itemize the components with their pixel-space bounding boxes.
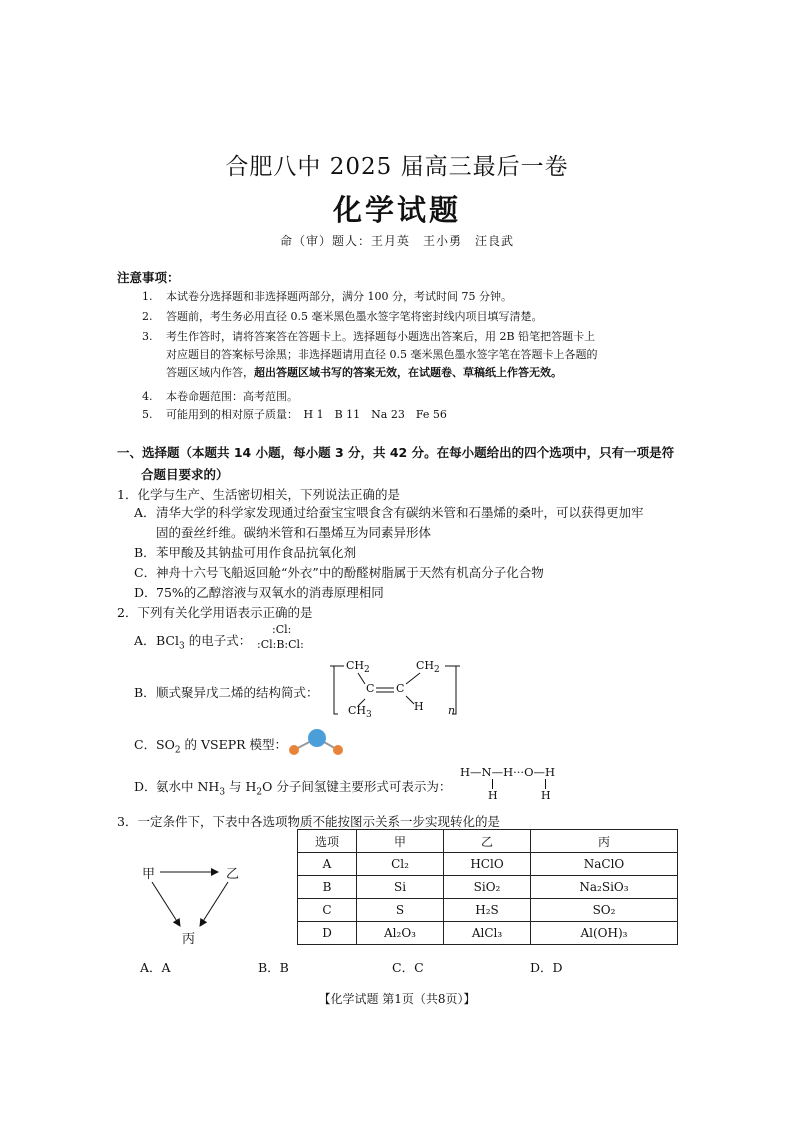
q2-a-bcl: BCl bbox=[156, 633, 179, 648]
notice-text: 本卷命题范围：高考范围。 bbox=[166, 390, 298, 403]
q2-d-b: 与 H bbox=[225, 779, 257, 794]
q2-option-c: C．$SO_2$ 的 VSEPR 模型： bbox=[134, 737, 288, 756]
table-header: 丙 bbox=[531, 830, 678, 853]
c-right: C bbox=[396, 682, 405, 695]
table-row bbox=[298, 876, 678, 899]
q2-d-sub1: 3 bbox=[219, 787, 226, 798]
table-cell: AlCl₃ bbox=[444, 922, 531, 945]
section-line: 合题目要求的） bbox=[141, 467, 229, 482]
node-jia: 甲 bbox=[142, 867, 156, 882]
notice-title: 注意事项： bbox=[117, 270, 180, 285]
node-yi: 乙 bbox=[226, 867, 240, 882]
q1-stem: 1．化学与生产、生活密切相关，下列说法正确的是 bbox=[117, 487, 400, 502]
table-cell: Al(OH)₃ bbox=[531, 922, 678, 945]
node-bing: 丙 bbox=[182, 932, 196, 947]
h-atom-n: H bbox=[488, 789, 498, 802]
q3-choice-a: A．A bbox=[140, 960, 171, 975]
ch2-right bbox=[416, 659, 440, 675]
q2-option-b: B．顺式聚异戊二烯的结构简式： bbox=[134, 685, 319, 700]
table-row bbox=[298, 899, 678, 922]
bcl3-top-cl: :Cl: bbox=[272, 623, 292, 636]
q3-stem: 3．一定条件下，下表中各选项物质不能按图示关系一步实现转化的是 bbox=[117, 814, 500, 829]
section-line: 一、选择题（本题共 14 小题，每小题 3 分，共 42 分。在每小题给出的四个选项中，只有一项是符 bbox=[117, 445, 675, 460]
notice-text: 答题区域内作答， bbox=[166, 366, 254, 379]
ch2-right-text: CH bbox=[416, 659, 435, 672]
notice-text: 考生作答时，请将答案答在答题卡上。选择题每小题选出答案后，用 2B 铅笔把答题卡上 bbox=[166, 330, 596, 343]
table-cell: Na₂SiO₃ bbox=[531, 876, 678, 899]
sulfur-atom bbox=[308, 729, 326, 747]
subject-title: 化学试题 bbox=[332, 193, 461, 227]
page-footer: 【化学试题 第1页（共8页）】 bbox=[318, 992, 476, 1006]
ch3-text: CH bbox=[348, 704, 367, 717]
table-cell: A bbox=[298, 853, 357, 876]
q2-d-sub2: 2 bbox=[256, 787, 263, 798]
notice-text: 答题前，考生务必用直径 0.5 毫米黑色墨水签字笔将密封线内项目填写清楚。 bbox=[166, 310, 543, 323]
q1-option-c: C．神舟十六号飞船返回舱“外衣”中的酚醛树脂属于天然有机高分子化合物 bbox=[134, 565, 544, 580]
table-header: 甲 bbox=[357, 830, 444, 853]
q3-choice-c: C．C bbox=[392, 960, 424, 975]
table-cell: Al₂O₃ bbox=[357, 922, 444, 945]
table-header-row bbox=[298, 830, 678, 853]
q2-d-a: 氨水中 NH bbox=[156, 779, 220, 794]
q2-option-a: A．BCl$_3$ 的电子式： bbox=[134, 633, 252, 652]
q2-c-so: SO bbox=[156, 737, 175, 752]
authors-line: 命（审）题人：王月英 王小勇 汪良武 bbox=[279, 234, 514, 248]
notice-num: 1. bbox=[142, 290, 153, 303]
oxygen-atom bbox=[333, 745, 343, 755]
notice-num: 5. bbox=[142, 408, 153, 421]
notice-item bbox=[142, 327, 682, 387]
ch2-left bbox=[346, 659, 370, 675]
notice-text: 可能用到的相对原子质量： H 1 B 11 Na 23 Fe 56 bbox=[166, 408, 447, 421]
q3-choice-b: B．B bbox=[258, 960, 289, 975]
hydrogen-bond-formula: H—N—H···O—H bbox=[460, 765, 556, 779]
q3-options-table bbox=[297, 829, 678, 945]
table-cell: SiO₂ bbox=[444, 876, 531, 899]
ch2-left-text: CH bbox=[346, 659, 365, 672]
notice-num: 4. bbox=[142, 390, 153, 403]
table-header: 选项 bbox=[298, 830, 357, 853]
section-heading bbox=[117, 442, 692, 486]
ch3-group bbox=[348, 704, 372, 720]
table-header: 乙 bbox=[444, 830, 531, 853]
table-cell: S bbox=[357, 899, 444, 922]
table-cell: HClO bbox=[444, 853, 531, 876]
table-cell: Cl₂ bbox=[357, 853, 444, 876]
table-cell: B bbox=[298, 876, 357, 899]
table-cell: C bbox=[298, 899, 357, 922]
q1-option-b: B．苯甲酸及其钠盐可用作食品抗氧化剂 bbox=[134, 545, 357, 560]
exam-title: 合肥八中 2025 届高三最后一卷 bbox=[225, 154, 569, 180]
bond-line bbox=[492, 779, 493, 789]
q1-a-line1: 清华大学的科学家发现通过给蚕宝宝喂食含有碳纳米管和石墨烯的桑叶，可以获得更加牢 bbox=[156, 505, 644, 520]
table-row bbox=[298, 853, 678, 876]
bcl3-middle: :Cl:B:Cl: bbox=[257, 638, 304, 651]
q2-b-text: 顺式聚异戊二烯的结构简式： bbox=[156, 685, 319, 700]
table-cell: H₂S bbox=[444, 899, 531, 922]
notice-warning: 超出答题区域书写的答案无效，在试题卷、草稿纸上作答无效。 bbox=[254, 366, 562, 379]
q2-stem: 2．下列有关化学用语表示正确的是 bbox=[117, 605, 313, 620]
bond-line bbox=[545, 779, 546, 789]
conversion-diagram bbox=[140, 862, 250, 947]
q1-option-d: D．75%的乙醇溶液与双氧水的消毒原理相同 bbox=[134, 585, 384, 600]
notice-num: 3. bbox=[142, 330, 153, 343]
ch2-left-sub: 2 bbox=[364, 665, 370, 676]
notice-text: 本试卷分选择题和非选择题两部分，满分 100 分，考试时间 75 分钟。 bbox=[166, 290, 512, 303]
oxygen-atom bbox=[289, 745, 299, 755]
q1-b-text: 苯甲酸及其钠盐可用作食品抗氧化剂 bbox=[156, 545, 357, 560]
q2-d-c: O 分子间氢键主要形式可表示为： bbox=[262, 779, 452, 794]
q2-a-sub: 3 bbox=[178, 641, 185, 652]
q1-c-text: 神舟十六号飞船返回舱“外衣”中的酚醛树脂属于天然有机高分子化合物 bbox=[156, 565, 544, 580]
table-cell: SO₂ bbox=[531, 899, 678, 922]
q2-c-post: 的 VSEPR 模型： bbox=[180, 737, 288, 752]
q2-a-post: 的电子式： bbox=[184, 633, 252, 648]
so2-vsepr-model bbox=[282, 726, 350, 758]
q1-d-text: 75%的乙醇溶液与双氧水的消毒原理相同 bbox=[156, 585, 384, 600]
ch3-sub: 3 bbox=[366, 710, 372, 721]
q2-c-sub: 2 bbox=[174, 745, 181, 756]
q3-choice-d: D．D bbox=[530, 960, 563, 975]
table-cell: NaClO bbox=[531, 853, 678, 876]
table-cell: D bbox=[298, 922, 357, 945]
h-atom: H bbox=[414, 700, 424, 713]
q1-option-a: A．清华大学的科学家发现通过给蚕宝宝喂食含有碳纳米管和石墨烯的桑叶，可以获得更加牢 bbox=[134, 505, 644, 520]
h-atom-o: H bbox=[541, 789, 551, 802]
table-row bbox=[298, 922, 678, 945]
q1-option-a-cont: 固的蚕丝纤维。碳纳米管和石墨烯互为同素异形体 bbox=[156, 525, 432, 540]
ch2-right-sub: 2 bbox=[434, 665, 440, 676]
polymer-n: n bbox=[448, 704, 456, 717]
notice-num: 2. bbox=[142, 310, 153, 323]
table-cell: Si bbox=[357, 876, 444, 899]
notice-text: 对应题目的答案标号涂黑；非选择题请用直径 0.5 毫米黑色墨水签字笔在答题卡上各题的 bbox=[166, 348, 598, 361]
c-left: C bbox=[366, 682, 375, 695]
polyisoprene-structure bbox=[330, 656, 460, 721]
q2-option-d: D．氨水中 $NH_3$ 与 $H_2O$ 分子间氢键主要形式可表示为： bbox=[134, 779, 452, 798]
